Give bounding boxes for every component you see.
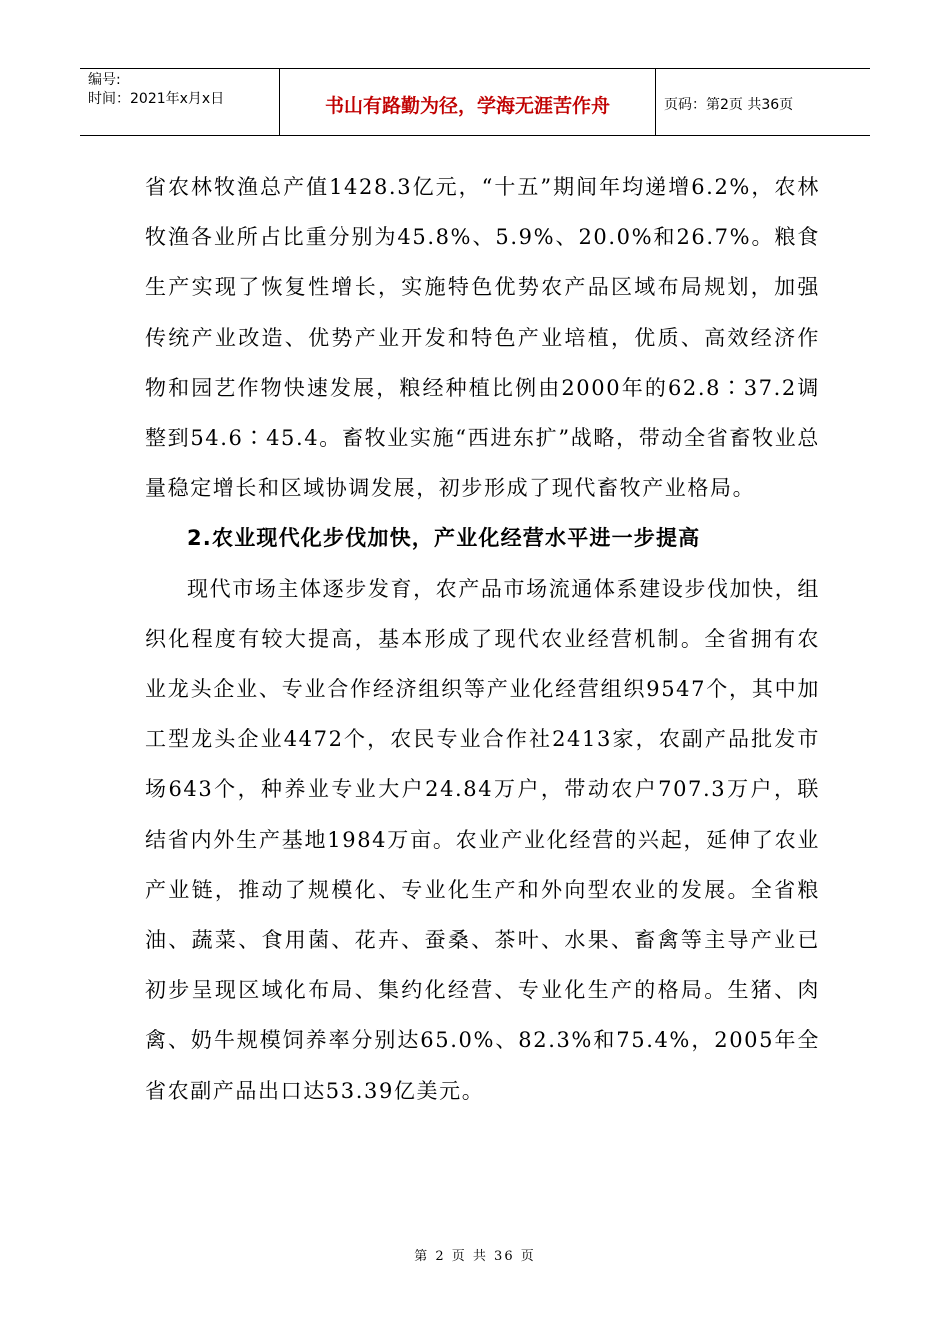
document-code-label: 编号: xyxy=(88,72,121,88)
section-heading-2: 2.农业现代化步伐加快，产业化经营水平进一步提高 xyxy=(187,526,701,551)
document-date-label: 时间：2021年x月x日 xyxy=(88,91,225,107)
page-footer: 第 2 页 共 36 页 xyxy=(414,1249,536,1264)
body-paragraph-2: 现代市场主体逐步发育，农产品市场流通体系建设步伐加快，组织化程度有较大提高，基本形成了现代农业经营机制。全省拥有农业龙头企业、专业合作经济组织等产业化经营组织9547个，其中加工型龙头企业4472个，农民专业合作社2413家，农副产品批发市场643个，种养业专业大户24.84万户，带动农户707.3万户，联结省内外生产基地1984万亩。农业产业化经营的兴起，延伸了农业产业链，推动了规模化、专业化生产和外向型农业的发展。全省粮油、蔬菜、食用菌、花卉、蚕桑、茶叶、水果、畜禽等主导产业已初步呈现区域化布局、集约化经营、专业化生产的格局。生猪、肉禽、奶牛规模饲养率分别达65.0%、82.3%和75.4%，2005年全省农副产品出口达53.39亿美元。 xyxy=(145,576,820,1103)
page-header xyxy=(80,68,870,136)
header-meta xyxy=(80,69,280,135)
header-motto: 书山有路勤为径，学海无涯苦作舟 xyxy=(280,69,656,135)
document-body xyxy=(145,162,820,1116)
body-paragraph-1: 省农林牧渔总产值1428.3亿元，“十五”期间年均递增6.2%，农林牧渔各业所占比重分别为45.8%、5.9%、20.0%和26.7%。粮食生产实现了恢复性增长，实施特色优势农产品区域布局规划，加强传统产业改造、优势产业开发和特色产业培植，优质、高效经济作物和园艺作物快速发展，粮经种植比例由2000年的62.8∶37.2调整到54.6∶45.4。畜牧业实施“西进东扩”战略，带动全省畜牧业总量稳定增长和区域协调发展，初步形成了现代畜牧产业格局。 xyxy=(145,175,820,501)
header-page-info: 页码：第2页 共36页 xyxy=(664,97,794,113)
